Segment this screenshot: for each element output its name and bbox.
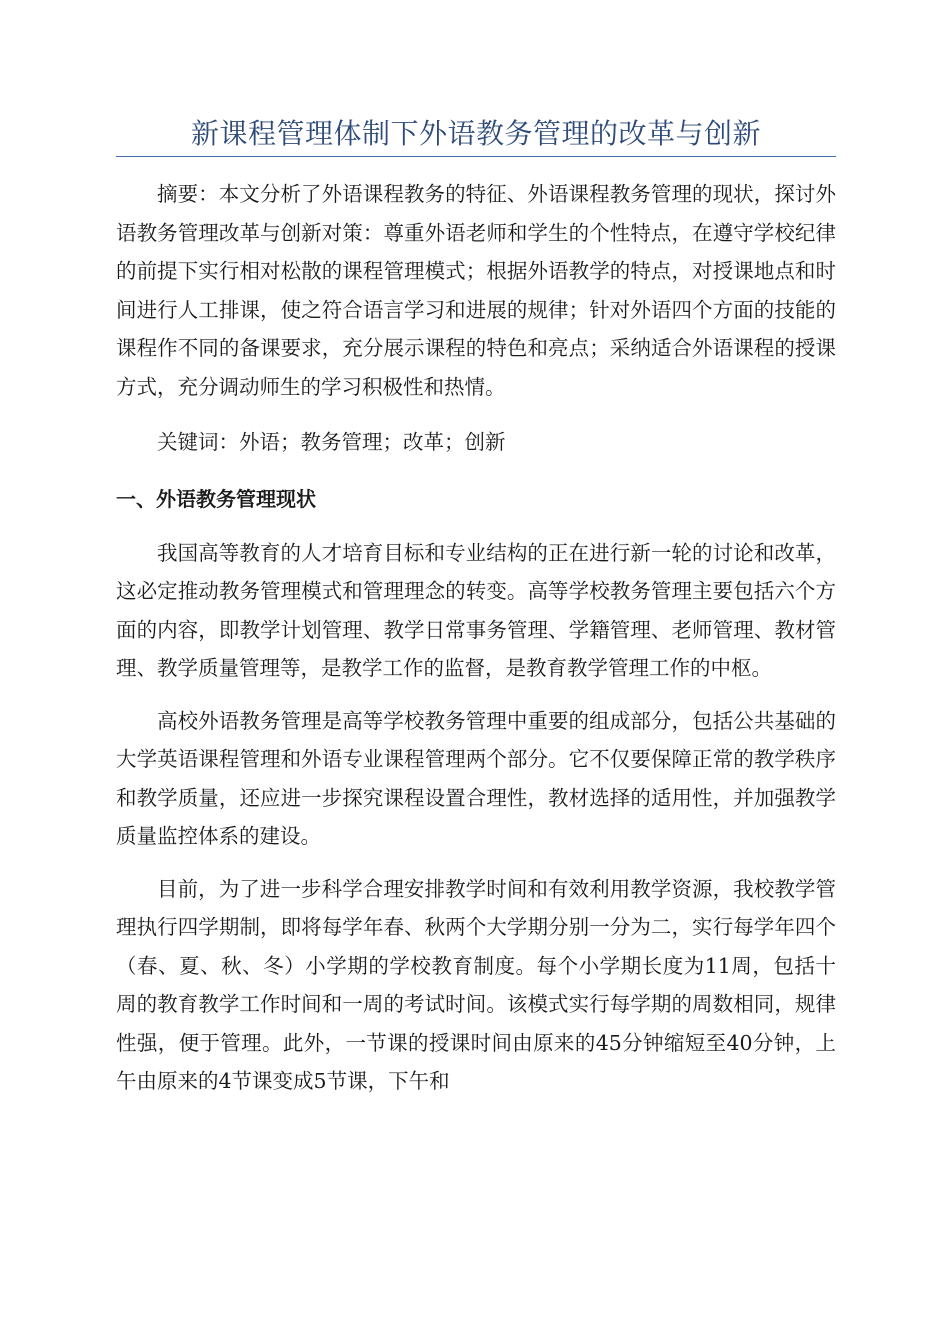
abstract-paragraph: 摘要：本文分析了外语课程教务的特征、外语课程教务管理的现状，探讨外语教务管理改革与创新对策：尊重外语老师和学生的个性特点，在遵守学校纪律的前提下实行相对松散的课程管理模式；根据外语教学的特点，对授课地点和时间进行人工排课，使之符合语言学习和进展的规律；针对外语四个方面的技能的课程作不同的备课要求，充分展示课程的特色和亮点；采纳适合外语课程的授课方式，充分调动师生的学习积极性和热情。 — [116, 182, 836, 399]
body-paragraph: 目前，为了进一步科学合理安排教学时间和有效利用教学资源，我校教学管理执行四学期制，即将每学年春、秋两个大学期分别一分为二，实行每学年四个（春、夏、秋、冬）小学期的学校教育制度。每个小学期长度为11周，包括十周的教育教学工作时间和一周的考试时间。该模式实行每学期的周数相同，规律性强，便于管理。此外，一节课的授课时间由原来的45分钟缩短至40分钟，上午由原来的4节课变成5节课，下午和 — [116, 876, 836, 1093]
title-underline — [116, 156, 836, 157]
keywords-line: 关键词：外语；教务管理；改革；创新 — [157, 430, 506, 454]
document-page — [116, 0, 836, 1101]
document-title: 新课程管理体制下外语教务管理的改革与创新 — [190, 117, 761, 150]
section-heading: 一、外语教务管理现状 — [116, 486, 316, 511]
body-paragraph: 我国高等教育的人才培育目标和专业结构的正在进行新一轮的讨论和改革，这必定推动教务管理模式和管理理念的转变。高等学校教务管理主要包括六个方面的内容，即教学计划管理、教学日常事务管理、学籍管理、老师管理、教材管理、教学质量管理等，是教学工作的监督，是教育教学管理工作的中枢。 — [116, 540, 836, 680]
body-paragraph: 高校外语教务管理是高等学校教务管理中重要的组成部分，包括公共基础的大学英语课程管理和外语专业课程管理两个部分。它不仅要保障正常的教学秩序和教学质量，还应进一步探究课程设置合理性，教材选择的适用性，并加强教学质量监控体系的建设。 — [116, 708, 836, 848]
